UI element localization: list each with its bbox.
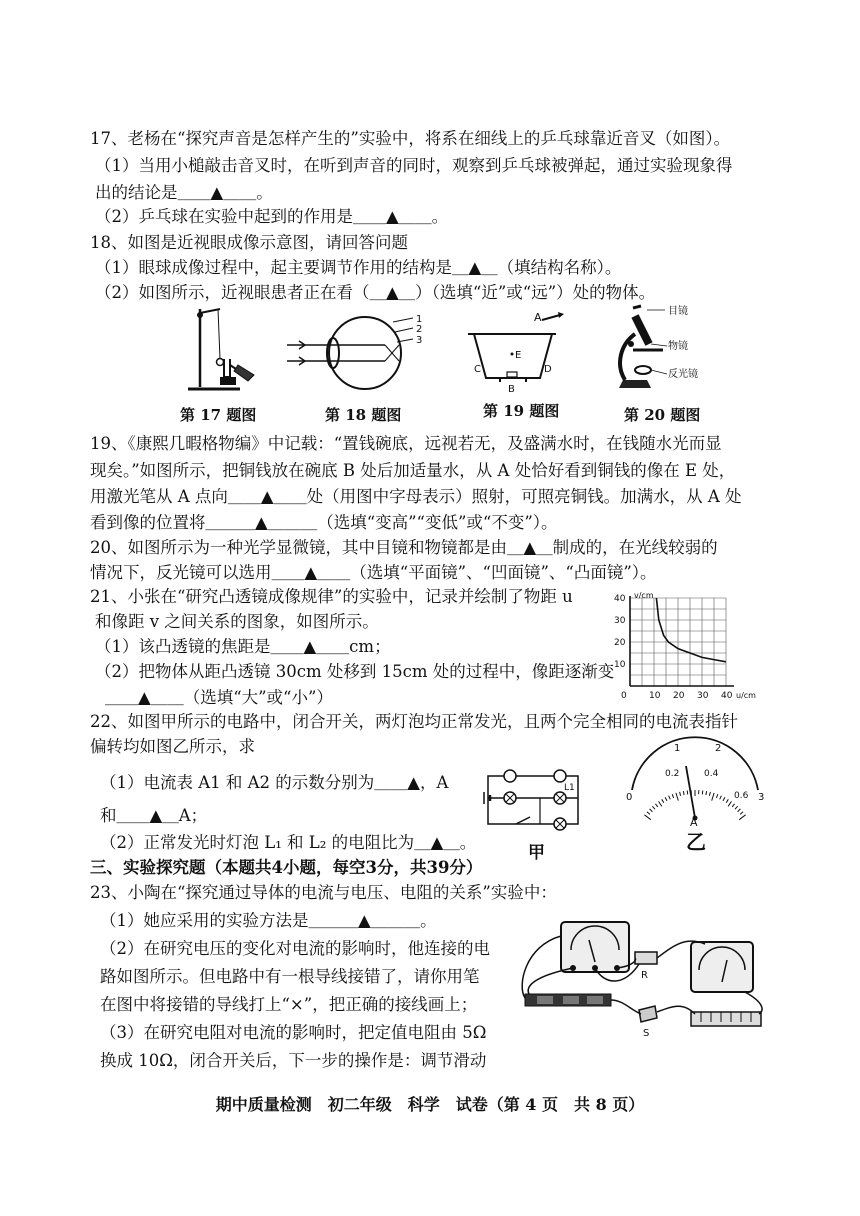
q17-line-3: 出的结论是＿＿▲＿＿。 bbox=[95, 183, 273, 202]
dial-tick bbox=[676, 793, 678, 801]
y-tick-label: 40 bbox=[614, 594, 626, 604]
dial-tick bbox=[669, 796, 671, 800]
q22-line-5: （2）正常发光时灯泡 L₁ 和 L₂ 的电阻比为＿▲＿。 bbox=[100, 833, 477, 852]
q20-line-1: 20、如图所示为一种光学显微镜，其中目镜和物镜都是由＿▲＿制成的，在光线较弱的 bbox=[90, 538, 718, 557]
switch-label: S bbox=[643, 1028, 650, 1039]
dial-tick bbox=[702, 791, 703, 795]
figure-19-bowl-diagram bbox=[460, 306, 580, 396]
q19-line-4: 看到像的位置将＿＿＿▲＿＿＿（选填“变高”“变低”或“不变”）。 bbox=[90, 513, 558, 532]
ammeter-dial-yi bbox=[620, 742, 770, 829]
q22-line-3: （1）电流表 A1 和 A2 的示数分别为＿＿▲，A bbox=[100, 773, 449, 792]
page-footer: 期中质量检测 初二年级 科学 试卷（第 4 页 共 8 页） bbox=[215, 1095, 645, 1114]
dial-tick bbox=[712, 793, 714, 801]
dial-label-0-4: 0.4 bbox=[704, 769, 719, 779]
q17-line-4: （2）乒乓球在实验中起到的作用是＿＿▲＿＿。 bbox=[95, 207, 449, 226]
dial-tick bbox=[726, 799, 728, 802]
q22-line-2: 偏转均如图乙所示，求 bbox=[90, 737, 255, 756]
dial-label-1: 1 bbox=[674, 743, 681, 754]
circuit-label-jia: 甲 bbox=[528, 843, 545, 863]
resistor-R bbox=[635, 952, 657, 964]
q21-line-1: 21、小张在“研究凸透镜成像规律”的实验中，记录并绘制了物距 u bbox=[90, 587, 573, 606]
q23-line-5: 在图中将接错的导线打上“×”，把正确的接线画上； bbox=[100, 995, 478, 1014]
dial-tick bbox=[728, 801, 731, 806]
q23-line-2: （1）她应采用的实验方法是＿＿＿▲＿＿＿。 bbox=[100, 911, 437, 930]
ammeter-label-yi: 乙 bbox=[686, 830, 706, 854]
q21-line-4: （2）把物体从距凸透镜 30cm 处移到 15cm 处的过程中，像距逐渐变 bbox=[95, 662, 615, 681]
dial-tick bbox=[659, 801, 662, 806]
bowl-label-E: E bbox=[515, 350, 522, 361]
q22-line-4: 和＿＿▲＿A； bbox=[100, 806, 208, 825]
q17-line-1: 17、老杨在“探究声音是怎样产生的”实验中，将系在细线上的乒乓球靠近音叉（如图）。 bbox=[90, 129, 731, 148]
y-unit-label: v/cm bbox=[634, 591, 654, 600]
x-unit-label: u/cm bbox=[736, 691, 756, 700]
dial-tick bbox=[683, 791, 684, 795]
dial-tick bbox=[672, 794, 673, 798]
dial-tick bbox=[720, 796, 722, 800]
bowl-label-D: D bbox=[544, 364, 552, 375]
eye-label-3: 3 bbox=[416, 335, 423, 346]
y-tick-label: 30 bbox=[614, 616, 626, 626]
y-tick-label: 10 bbox=[614, 660, 626, 670]
microscope-label-mirror: 反光镜 bbox=[668, 369, 698, 380]
q23-line-3: （2）在研究电压的变化对电流的影响时，他连接的电 bbox=[100, 939, 490, 958]
origin-label: 0 bbox=[621, 691, 627, 701]
uv-graph bbox=[610, 590, 770, 702]
dial-tick bbox=[735, 806, 738, 809]
dial-label-0-6: 0.6 bbox=[734, 791, 749, 801]
q23-line-4: 路如图所示。但电路中有一根导线接错了，请你用笔 bbox=[100, 967, 480, 986]
dial-label-0: 0 bbox=[626, 792, 633, 803]
q23-circuit-apparatus bbox=[515, 906, 777, 1046]
bowl-label-B: B bbox=[508, 384, 515, 395]
q21-line-2: 和像距 v 之间关系的图象，如图所示。 bbox=[95, 612, 379, 631]
microscope-label-objective: 物镜 bbox=[668, 341, 688, 352]
dial-tick bbox=[662, 799, 664, 802]
dial-tick bbox=[740, 812, 743, 815]
figure-18-eye-diagram bbox=[285, 308, 435, 398]
q23-line-7: 换成 10Ω，闭合开关后，下一步的操作是：调节滑动 bbox=[100, 1051, 487, 1070]
x-tick-label: 40 bbox=[721, 691, 733, 701]
q19-line-1: 19、《康熙几暇格物编》中记载：“置钱碗底，远视若无，及盛满水时，在钱随水光而显 bbox=[90, 434, 722, 453]
dial-tick bbox=[716, 794, 717, 798]
dial-tick bbox=[652, 806, 655, 809]
q19-line-3: 用激光笔从 A 点向＿＿▲＿＿处（用图中字母表示）照射，可照亮铜钱。加满水，从 A 处 bbox=[90, 487, 742, 506]
dial-tick bbox=[644, 815, 650, 820]
dial-label-A: A bbox=[690, 816, 698, 829]
dial-tick bbox=[687, 791, 688, 795]
q23-line-1: 23、小陶在“探究通过导体的电流与电压、电阻的关系”实验中： bbox=[90, 883, 557, 902]
dial-tick bbox=[709, 792, 710, 796]
q18-line-1: 18、如图是近视眼成像示意图，请回答问题 bbox=[90, 233, 408, 252]
microscope-label-eyepiece: 目镜 bbox=[668, 306, 688, 317]
resistor-label: R bbox=[641, 970, 648, 981]
figure-20-microscope-diagram bbox=[605, 304, 715, 396]
dial-tick bbox=[706, 791, 707, 795]
ammeter bbox=[691, 942, 753, 992]
bowl-label-C: C bbox=[474, 364, 481, 375]
figure-19-caption: 第 19 题图 bbox=[483, 402, 560, 420]
circuit-diagram-jia bbox=[480, 762, 590, 834]
eye-label-2: 2 bbox=[416, 324, 423, 335]
dial-tick bbox=[655, 804, 657, 807]
q21-line-5: ＿＿▲＿＿（选填“大”或“小”） bbox=[105, 688, 333, 707]
q20-line-2: 情况下，反光镜可以选用＿＿▲＿＿（选填“平面镜”、“凹面镜”、“凸面镜”）。 bbox=[90, 563, 657, 582]
dial-tick bbox=[739, 815, 745, 820]
dial-tick bbox=[650, 809, 653, 812]
figure-18-caption: 第 18 题图 bbox=[325, 406, 402, 424]
figure-17-tuning-fork bbox=[180, 303, 270, 398]
ammeter-A2-symbol bbox=[554, 770, 566, 782]
q23-line-6: （3）在研究电阻对电流的影响时，把定值电阻由 5Ω bbox=[100, 1023, 487, 1042]
dial-label-3: 3 bbox=[758, 792, 765, 803]
x-tick-label: 30 bbox=[697, 691, 709, 701]
dial-label-2: 2 bbox=[715, 743, 722, 754]
q18-line-3: （2）如图所示，近视眼患者正在看（＿▲＿）（选填“近”或“远”）处的物体。 bbox=[95, 283, 656, 302]
figure-17-caption: 第 17 题图 bbox=[180, 406, 257, 424]
figure-20-caption: 第 20 题图 bbox=[624, 406, 701, 424]
uv-curve bbox=[656, 598, 726, 662]
dial-tick bbox=[738, 809, 741, 812]
q22-line-1: 22、如图甲所示的电路中，闭合开关，两灯泡均正常发光，且两个完全相同的电流表指针 bbox=[90, 712, 738, 731]
dial-tick bbox=[647, 812, 650, 815]
x-tick-label: 20 bbox=[673, 691, 685, 701]
uv-grid bbox=[630, 598, 726, 686]
q19-line-2: 现矣。”如图所示，把铜钱放在碗底 B 处后加适量水，从 A 处恰好看到铜钱的像在 E 处， bbox=[90, 461, 736, 480]
bowl-label-A: A bbox=[534, 311, 542, 324]
dial-tick bbox=[680, 792, 681, 796]
dial-tick bbox=[732, 804, 734, 807]
x-tick-label: 10 bbox=[649, 691, 661, 701]
section-3-heading: 三、实验探究题（本题共4小题，每空3分，共39分） bbox=[90, 858, 483, 877]
uv-ticks bbox=[614, 594, 733, 701]
q18-line-2: （1）眼球成像过程中，起主要调节作用的结构是＿▲＿（填结构名称）。 bbox=[95, 258, 622, 277]
y-tick-label: 20 bbox=[614, 638, 626, 648]
dial-tick bbox=[723, 797, 725, 801]
ammeter-A1-symbol bbox=[504, 770, 516, 782]
lamp-L1-label: L1 bbox=[564, 783, 575, 793]
dial-label-0-2: 0.2 bbox=[665, 769, 680, 779]
q21-line-3: （1）该凸透镜的焦距是＿＿▲＿＿cm； bbox=[95, 637, 391, 656]
eye-label-1: 1 bbox=[416, 314, 423, 325]
q17-line-2: （1）当用小槌敲击音叉时，在听到声音的同时，观察到乒乓球被弹起，通过实验现象得 bbox=[95, 156, 733, 175]
switch-S bbox=[639, 1006, 657, 1022]
dial-tick bbox=[665, 797, 667, 801]
